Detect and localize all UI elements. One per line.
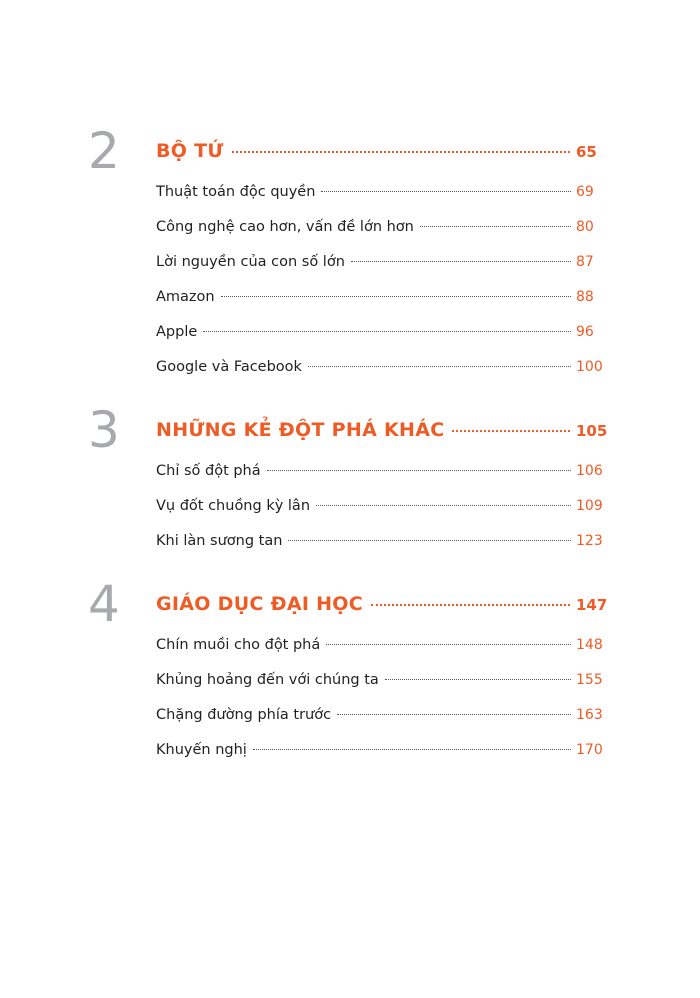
leader-dots <box>337 713 571 715</box>
entry-page-number[interactable]: 69 <box>576 184 594 200</box>
leader-dots <box>308 365 571 367</box>
toc-entry[interactable] <box>156 672 610 688</box>
entry-title[interactable]: Amazon <box>156 289 215 305</box>
leader-dots <box>371 603 570 606</box>
leader-dots <box>203 330 571 332</box>
toc-entry[interactable] <box>156 324 610 340</box>
toc-entry[interactable] <box>156 463 610 479</box>
entry-page-number[interactable]: 109 <box>576 498 603 514</box>
leader-dots <box>326 643 571 645</box>
toc-entry[interactable] <box>156 359 610 375</box>
leader-dots <box>316 504 571 506</box>
toc-entry[interactable] <box>156 219 610 235</box>
chapter-page-number[interactable]: 105 <box>576 422 608 440</box>
chapter-page-number[interactable]: 147 <box>576 596 608 614</box>
leader-dots <box>321 190 571 192</box>
entry-title[interactable]: Khuyến nghị <box>156 742 247 758</box>
leader-dots <box>351 260 571 262</box>
leader-dots <box>267 469 571 471</box>
entry-title[interactable]: Khi làn sương tan <box>156 533 283 549</box>
entry-page-number[interactable]: 100 <box>576 359 603 375</box>
leader-dots <box>221 295 571 297</box>
toc-entry[interactable] <box>156 707 610 723</box>
entry-page-number[interactable]: 80 <box>576 219 594 235</box>
entry-page-number[interactable]: 106 <box>576 463 603 479</box>
entry-page-number[interactable]: 96 <box>576 324 594 340</box>
chapter-number: 4 <box>88 575 120 633</box>
chapter-number: 2 <box>88 122 120 180</box>
toc-entry[interactable] <box>156 742 610 758</box>
toc-entry[interactable] <box>156 533 610 549</box>
entry-page-number[interactable]: 88 <box>576 289 594 305</box>
entry-title[interactable]: Chỉ số đột phá <box>156 463 261 479</box>
toc-entry[interactable] <box>156 254 610 270</box>
table-of-contents <box>88 122 610 758</box>
chapter-page-number[interactable]: 65 <box>576 143 597 161</box>
leader-dots <box>232 150 570 153</box>
entry-page-number[interactable]: 87 <box>576 254 594 270</box>
chapter-heading-row[interactable] <box>156 419 610 441</box>
toc-entry[interactable] <box>156 498 610 514</box>
toc-chapter <box>88 122 610 375</box>
chapter-heading-row[interactable] <box>156 140 610 162</box>
chapter-title[interactable]: NHỮNG KẺ ĐỘT PHÁ KHÁC <box>156 419 445 441</box>
toc-entry[interactable] <box>156 637 610 653</box>
chapter-number: 3 <box>88 401 120 459</box>
entry-page-number[interactable]: 123 <box>576 533 603 549</box>
chapter-heading-row[interactable] <box>156 593 610 615</box>
entry-page-number[interactable]: 155 <box>576 672 603 688</box>
leader-dots <box>253 748 571 750</box>
leader-dots <box>385 678 571 680</box>
leader-dots <box>288 539 571 541</box>
chapter-title[interactable]: GIÁO DỤC ĐẠI HỌC <box>156 593 363 615</box>
toc-chapter <box>88 575 610 758</box>
entry-page-number[interactable]: 163 <box>576 707 603 723</box>
entry-title[interactable]: Khủng hoảng đến với chúng ta <box>156 672 379 688</box>
toc-entry[interactable] <box>156 289 610 305</box>
leader-dots <box>452 429 570 432</box>
chapter-title[interactable]: BỘ TỨ <box>156 140 224 162</box>
toc-chapter <box>88 401 610 549</box>
entry-title[interactable]: Lời nguyền của con số lớn <box>156 254 345 270</box>
entry-title[interactable]: Chặng đường phía trước <box>156 707 332 723</box>
toc-entry[interactable] <box>156 184 610 200</box>
entry-title[interactable]: Công nghệ cao hơn, vấn đề lớn hơn <box>156 219 414 235</box>
leader-dots <box>420 225 571 227</box>
entry-title[interactable]: Vụ đốt chuồng kỳ lân <box>156 498 311 514</box>
entry-page-number[interactable]: 170 <box>576 742 603 758</box>
entry-title[interactable]: Thuật toán độc quyền <box>156 184 316 200</box>
entry-page-number[interactable]: 148 <box>576 637 603 653</box>
entry-title[interactable]: Apple <box>156 324 198 340</box>
entry-title[interactable]: Google và Facebook <box>156 359 302 375</box>
entry-title[interactable]: Chín muồi cho đột phá <box>156 637 321 653</box>
